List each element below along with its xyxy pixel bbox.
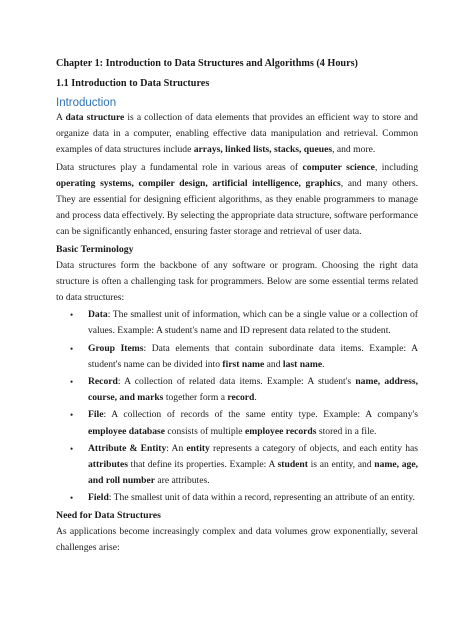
text-run: A	[56, 112, 66, 123]
term-label: File	[88, 409, 104, 421]
bold-run: operating systems, compiler design, artificial intelligence, graphics	[56, 177, 341, 189]
bold-run: first name	[222, 358, 265, 370]
text-run: .	[322, 358, 325, 370]
list-item	[56, 374, 418, 406]
text-run: stored in a file.	[316, 425, 377, 437]
text-run: is a collection of data elements that provides an efficient way to store and organize data in a computer, enabling effective data manipulation and retrieval. Common examples of data structures include	[56, 112, 418, 156]
text-run: Data structures play a fundamental role in various areas of	[56, 161, 303, 173]
terminology-intro-paragraph: Data structures form the backbone of any software or program. Choosing the right data structure is often a challenging task for programmers. Below are some essential terms related to data structures:	[56, 259, 418, 304]
text-run: , and more.	[332, 144, 376, 156]
bold-run: data structure	[65, 112, 125, 123]
list-item	[56, 490, 418, 506]
text-run: : A collection of related data items. Example: A student's	[117, 376, 356, 388]
bold-run: last name	[282, 358, 323, 370]
bold-run: attributes	[88, 459, 128, 471]
need-paragraph: As applications become increasingly complex and data volumes grow exponentially, several challenges arise:	[56, 525, 418, 553]
bold-run: name, age, and roll number	[88, 459, 419, 487]
need-heading: Need for Data Structures	[56, 509, 161, 521]
term-label: Data	[88, 309, 108, 321]
intro-paragraph	[56, 110, 418, 159]
term-label: Record	[88, 376, 118, 388]
bullet-icon: •	[70, 310, 74, 321]
list-item	[56, 307, 418, 339]
introduction-heading: Introduction	[56, 97, 117, 109]
basic-terminology-heading: Basic Terminology	[56, 243, 134, 255]
text-run: consists of multiple	[165, 425, 245, 437]
text-run: are attributes.	[155, 475, 210, 487]
bullet-icon: •	[70, 377, 74, 388]
terminology-list	[56, 307, 418, 506]
bold-run: employee records	[244, 425, 317, 437]
text-run: : An	[166, 442, 187, 454]
bullet-icon: •	[70, 343, 74, 354]
text-run: represents a category of objects, and each entity has	[209, 442, 418, 454]
role-paragraph	[56, 160, 418, 241]
list-item	[56, 341, 418, 373]
list-item	[56, 407, 418, 439]
text-run: that define its properties. Example: A	[127, 459, 278, 471]
bold-run: employee database	[88, 425, 166, 437]
text-run: , including	[374, 161, 418, 173]
bullet-icon: •	[70, 443, 74, 454]
text-run: : The smallest unit of data within a record, representing an attribute of an entity.	[108, 492, 415, 504]
chapter-title: Chapter 1: Introduction to Data Structures and Algorithms (4 Hours)	[56, 58, 358, 69]
bullet-icon: •	[70, 410, 74, 421]
text-run: and	[264, 358, 283, 370]
text-run: : A collection of records of the same entity type. Example: A company's	[103, 409, 418, 421]
term-label: Field	[88, 492, 109, 504]
bold-run: entity	[186, 442, 210, 454]
section-title: 1.1 Introduction to Data Structures	[56, 78, 210, 89]
bold-run: computer science	[302, 161, 375, 173]
bold-run: record	[227, 392, 255, 404]
text-run: : The smallest unit of information, which can be a single value or a collection of values. Example: A student's name and ID represent data related to the student.	[88, 309, 418, 337]
text-run: is an entity, and	[307, 459, 375, 471]
bold-run: name, address, course, and marks	[88, 376, 419, 404]
text-run: .	[254, 392, 257, 404]
bold-run: arrays, linked lists, stacks, queues	[193, 144, 333, 156]
bold-run: student	[277, 459, 308, 471]
term-label: Attribute & Entity	[88, 442, 167, 454]
term-label: Group Items	[88, 342, 144, 354]
list-item	[56, 441, 418, 490]
bullet-icon: •	[70, 493, 74, 504]
text-run: : Data elements that contain subordinate data items. Example: A student's name can be divided into	[88, 342, 419, 370]
text-run: together form a	[163, 392, 228, 404]
text-run: , and many others. They are essential for designing efficient algorithms, as they enable programmers to manage and process data effectively. By selecting the appropriate data structure, software performance can be significantly enhanced, ensuring faster storage and retrieval of user data.	[56, 177, 418, 238]
